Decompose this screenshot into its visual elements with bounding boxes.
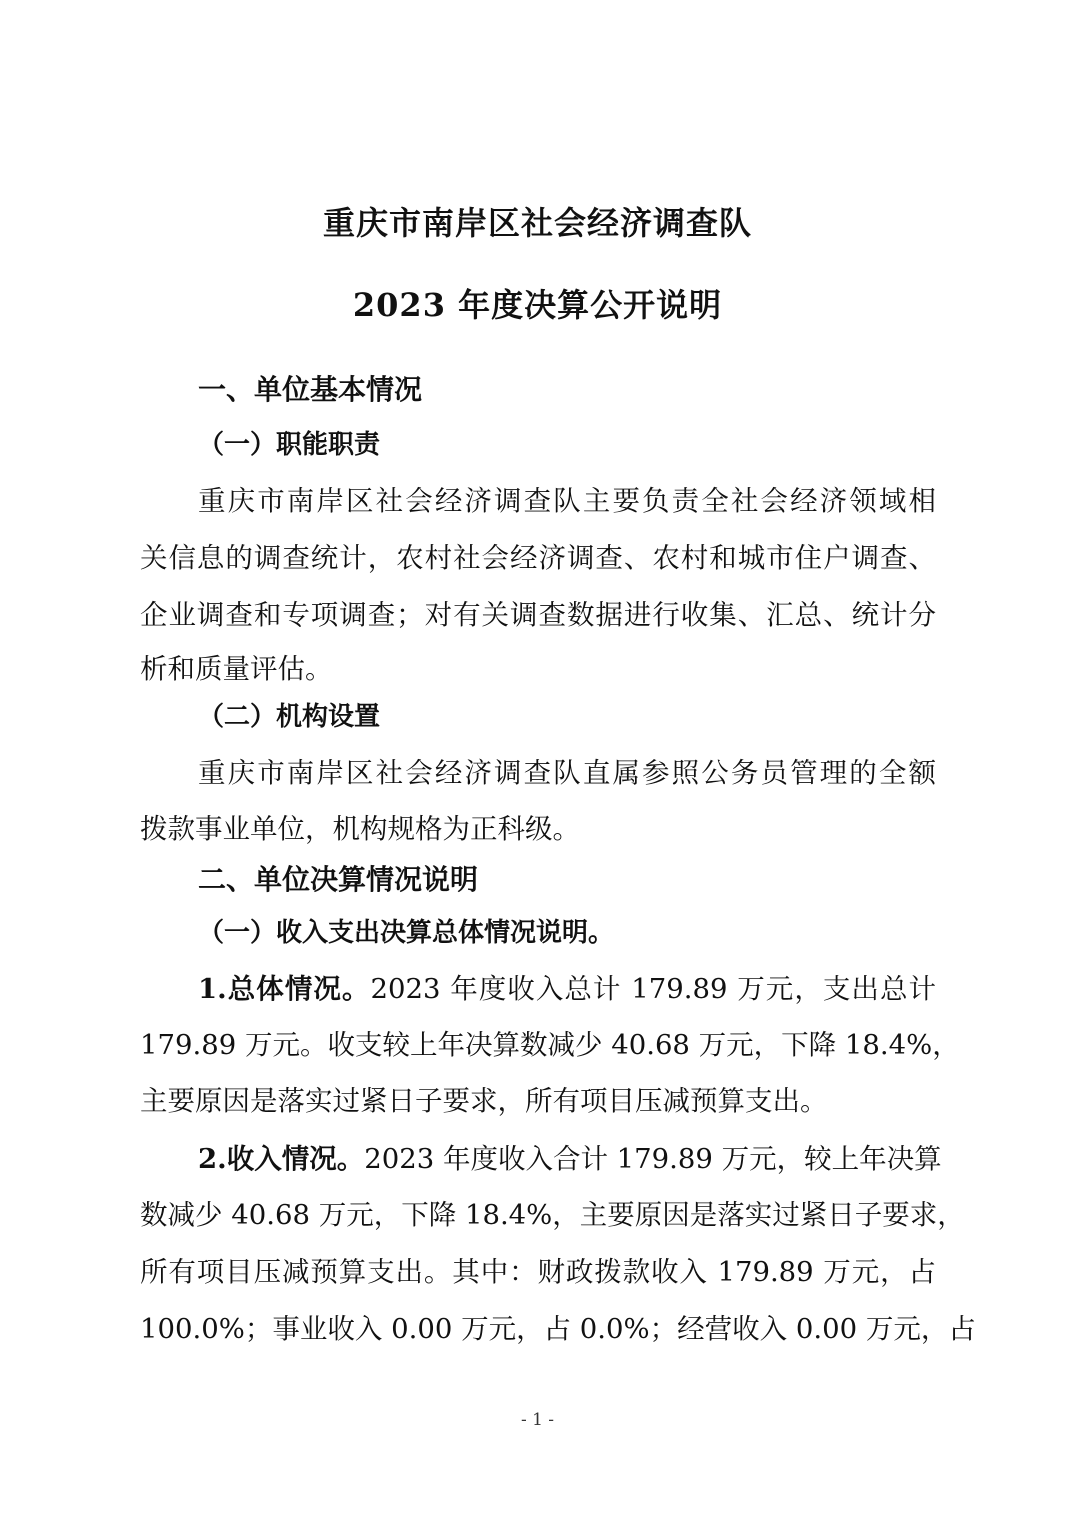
paragraph-line: 所有项目压减预算支出。其中：财政拨款收入 179.89 万元，占 <box>140 1256 936 1288</box>
section1-sub1-heading: （一）职能职责 <box>198 430 381 460</box>
section2-sub1-heading: （一）收入支出决算总体情况说明。 <box>198 918 615 948</box>
document-title-line2: 2023 年度决算公开说明 <box>352 286 723 324</box>
paragraph-line: 数减少 40.68 万元，下降 18.4%，主要原因是落实过紧日子要求， <box>140 1199 965 1231</box>
paragraph-line: 主要原因是落实过紧日子要求，所有项目压减预算支出。 <box>140 1085 828 1117</box>
paragraph-text: 2023 年度收入总计 179.89 万元，支出总计 <box>370 973 936 1005</box>
paragraph-line: 关信息的调查统计，农村社会经济调查、农村和城市住户调查、 <box>140 542 936 574</box>
paragraph-line: 企业调查和专项调查；对有关调查数据进行收集、汇总、统计分 <box>140 599 936 631</box>
paragraph-lead: 2.收入情况。 <box>198 1143 365 1175</box>
paragraph-line: 析和质量评估。 <box>140 653 333 685</box>
paragraph-line: 重庆市南岸区社会经济调查队直属参照公务员管理的全额 <box>198 757 936 789</box>
section1-sub2-heading: （二）机构设置 <box>198 702 381 732</box>
paragraph-line: 179.89 万元。收支较上年决算数减少 40.68 万元，下降 18.4%， <box>140 1029 960 1061</box>
page-number: - 1 - <box>520 1410 555 1430</box>
paragraph-line <box>198 966 936 1006</box>
document-title-line1: 重庆市南岸区社会经济调查队 <box>322 204 752 242</box>
paragraph-line: 100.0%；事业收入 0.00 万元，占 0.0%；经营收入 0.00 万元，占 <box>140 1313 976 1345</box>
section2-heading: 二、单位决算情况说明 <box>198 863 479 896</box>
paragraph-lead: 1.总体情况。 <box>198 973 371 1005</box>
paragraph-line <box>198 1136 942 1176</box>
paragraph-text: 2023 年度收入合计 179.89 万元，较上年决算 <box>364 1143 942 1175</box>
section1-heading: 一、单位基本情况 <box>198 373 423 406</box>
paragraph-line: 拨款事业单位，机构规格为正科级。 <box>140 813 580 845</box>
paragraph-line: 重庆市南岸区社会经济调查队主要负责全社会经济领域相 <box>198 485 936 517</box>
